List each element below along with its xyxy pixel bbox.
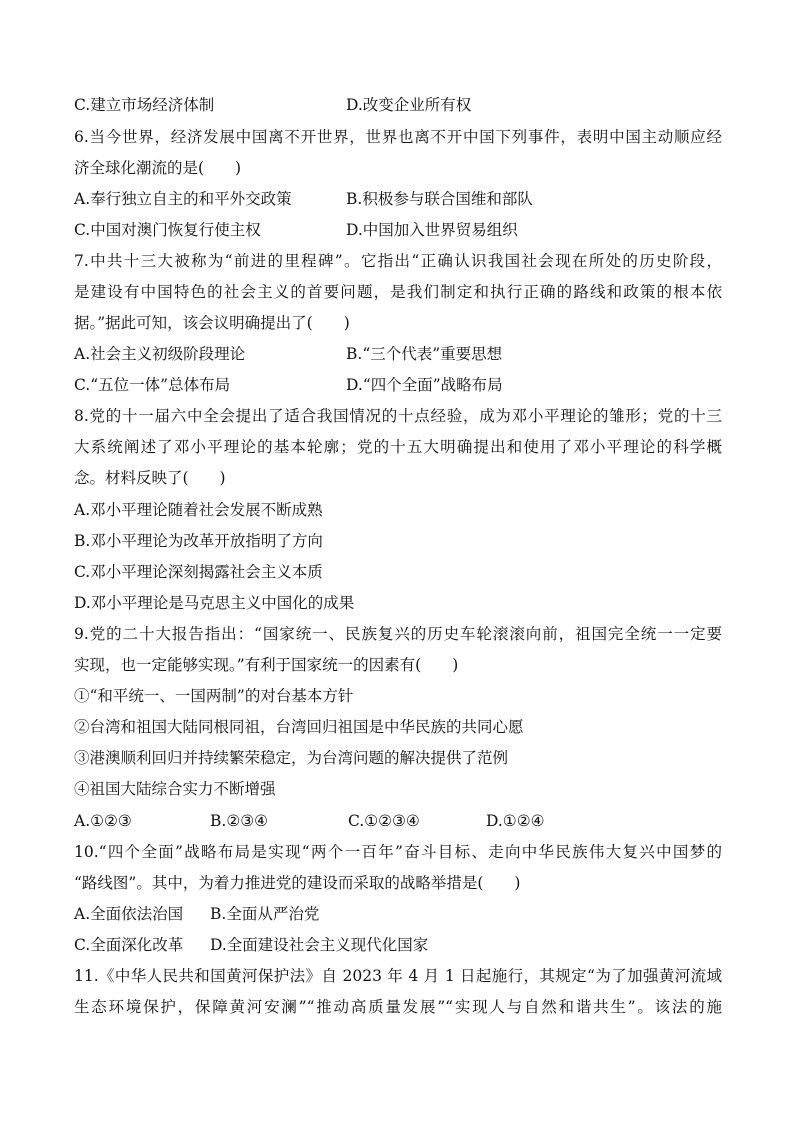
option-a: A.社会主义初级阶段理论: [74, 345, 246, 363]
option-c: C.全面深化改革: [74, 936, 184, 954]
option-b: B.②③④: [210, 812, 269, 830]
q9-stem-line-2: 实现，也一定能够实现。”有利于国家统一的因素有( ): [74, 656, 459, 674]
option-c: C.中国对澳门恢复行使主权: [74, 221, 261, 239]
q7-stem-line-2: 是建设有中国特色的社会主义的首要问题，是我们制定和执行正确的路线和政策的根本依: [74, 283, 722, 301]
q9-item-3: ③港澳顺利回归并持续繁荣稳定，为台湾问题的解决提供了范例: [74, 749, 509, 767]
option-a: A.①②③: [74, 812, 132, 830]
q8-option-c: C.邓小平理论深刻揭露社会主义本质: [74, 563, 323, 581]
option-b: B.积极参与联合国维和部队: [346, 190, 533, 208]
q11-stem-line-2: 生态环境保护，保障黄河安澜”“推动高质量发展”“实现人与自然和谐共生”。该法的施: [74, 998, 722, 1016]
q10-options-cd: [74, 935, 429, 955]
q11-stem-line-1: 11.《中华人民共和国黄河保护法》自 2023 年 4 月 1 日起施行，其规定“为了加强黄河流域: [74, 967, 722, 985]
option-b: B.全面从严治党: [210, 905, 320, 923]
option-d: D.①②④: [486, 812, 545, 830]
q8-stem-line-2: 大系统阐述了邓小平理论的基本轮廓；党的十五大明确提出和使用了邓小平理论的科学概: [74, 438, 722, 456]
q7-stem-line-1: 7.中共十三大被称为“前进的里程碑”。它指出“正确认识我国社会现在所处的历史阶段，: [74, 252, 722, 270]
option-a: A.全面依法治国: [74, 905, 184, 923]
option-a: A.奉行独立自主的和平外交政策: [74, 190, 292, 208]
q8-option-a: A.邓小平理论随着社会发展不断成熟: [74, 501, 323, 519]
q7-options-ab: [74, 344, 503, 364]
q6-stem-line-1: 6.当今世界，经济发展中国离不开世界，世界也离不开中国下列事件，表明中国主动顺应经: [74, 128, 722, 146]
q6-stem-line-2: 济全球化潮流的是( ): [74, 159, 242, 177]
q6-options-cd: [74, 220, 518, 240]
q9-item-1: ①“和平统一、一国两制”的对台基本方针: [74, 687, 354, 705]
q8-stem-line-1: 8.党的十一届六中全会提出了适合我国情况的十点经验，成为邓小平理论的雏形；党的十三: [74, 407, 722, 425]
q9-item-2: ②台湾和祖国大陆同根同祖，台湾回归祖国是中华民族的共同心愿: [74, 718, 524, 736]
option-d: D.“四个全面”战略布局: [346, 376, 503, 394]
option-d: D.改变企业所有权: [346, 96, 472, 114]
option-b: B.“三个代表”重要思想: [346, 345, 503, 363]
q9-options: [74, 811, 545, 831]
q9-stem-line-1: 9.党的二十大报告指出：“国家统一、民族复兴的历史车轮滚滚向前，祖国完全统一一定要: [74, 625, 722, 643]
q7-stem-line-3: 据。”据此可知，该会议明确提出了( ): [74, 314, 350, 332]
option-d: D.中国加入世界贸易组织: [346, 221, 518, 239]
q6-options-ab: [74, 189, 533, 209]
q9-item-4: ④祖国大陆综合实力不断增强: [74, 780, 276, 798]
option-c: C.建立市场经济体制: [74, 96, 215, 114]
q7-options-cd: [74, 375, 503, 395]
q10-options-ab: [74, 904, 320, 924]
option-c: C.①②③④: [348, 812, 420, 830]
option-d: D.全面建设社会主义现代化国家: [210, 936, 429, 954]
q8-stem-line-3: 念。材料反映了( ): [74, 469, 226, 487]
q10-stem-line-1: 10.“四个全面”战略布局是实现“两个一百年”奋斗目标、走向中华民族伟大复兴中国梦的: [74, 843, 722, 861]
option-c: C.“五位一体”总体布局: [74, 376, 231, 394]
q8-option-d: D.邓小平理论是马克思主义中国化的成果: [74, 594, 355, 612]
q10-stem-line-2: “路线图”。其中，为着力推进党的建设而采取的战略举措是( ): [74, 874, 521, 892]
q8-option-b: B.邓小平理论为改革开放指明了方向: [74, 532, 323, 550]
q5-options-cd: [74, 95, 472, 115]
